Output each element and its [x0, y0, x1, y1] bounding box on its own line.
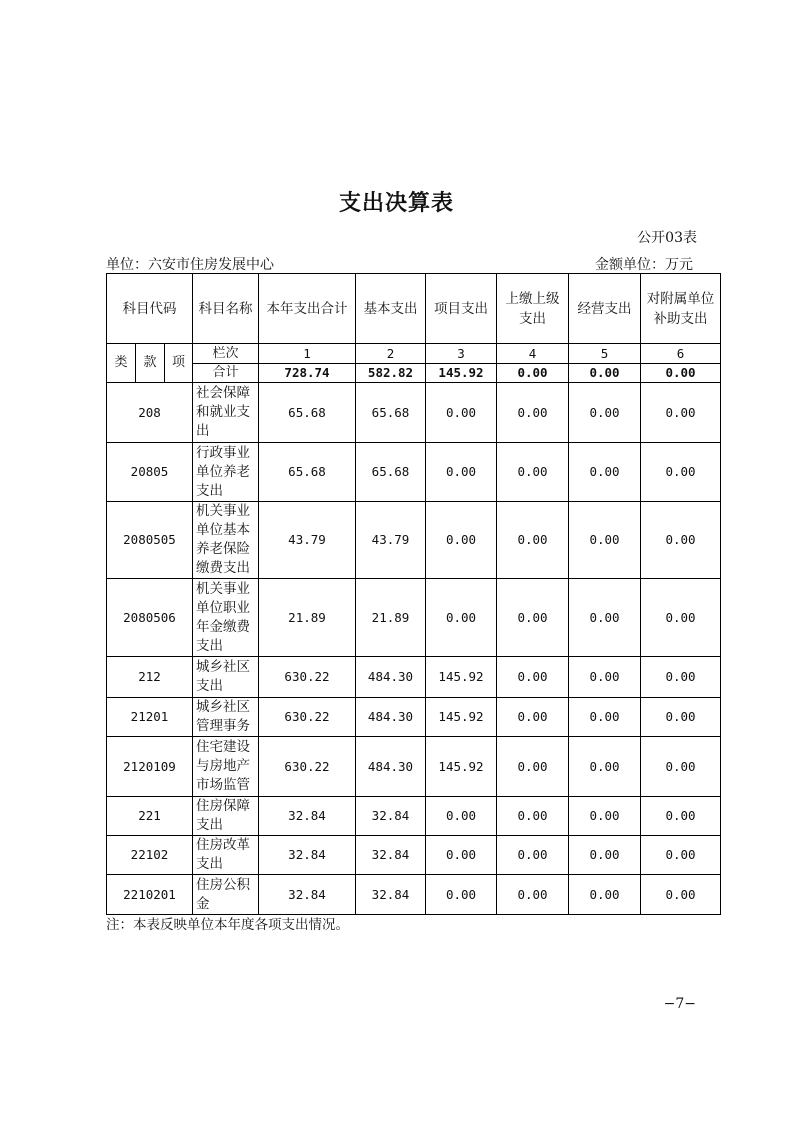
upper-value: 0.00	[497, 875, 569, 915]
table-row	[107, 579, 721, 657]
subsidy-value: 0.00	[641, 797, 721, 836]
upper-value: 0.00	[497, 737, 569, 797]
table-row	[107, 657, 721, 698]
upper-value: 0.00	[497, 443, 569, 502]
subject-name: 行政事业单位养老支出	[193, 443, 259, 502]
header-basic: 基本支出	[356, 274, 426, 344]
subject-code: 2210201	[107, 875, 193, 915]
subject-name: 城乡社区支出	[193, 657, 259, 698]
col-number: 4	[497, 344, 569, 364]
table-row	[107, 502, 721, 579]
subject-code: 2120109	[107, 737, 193, 797]
reporting-unit: 单位：六安市住房发展中心	[106, 257, 274, 273]
subject-code: 212	[107, 657, 193, 698]
business-value: 0.00	[569, 443, 641, 502]
basic-value: 32.84	[356, 875, 426, 915]
project-value: 0.00	[426, 502, 497, 579]
business-value: 0.00	[569, 737, 641, 797]
total-value: 43.79	[259, 502, 356, 579]
basic-value: 484.30	[356, 698, 426, 737]
table-row	[107, 383, 721, 443]
table-row	[107, 875, 721, 915]
header-row	[107, 274, 721, 344]
total-value: 728.74	[259, 364, 356, 383]
subsidy-value: 0.00	[641, 657, 721, 698]
subject-name: 机关事业单位职业年金缴费支出	[193, 579, 259, 657]
total-value: 630.22	[259, 698, 356, 737]
business-value: 0.00	[569, 698, 641, 737]
business-value: 0.00	[569, 836, 641, 875]
project-value: 0.00	[426, 579, 497, 657]
basic-value: 32.84	[356, 797, 426, 836]
subsidy-value: 0.00	[641, 443, 721, 502]
total-label: 合计	[193, 364, 259, 383]
business-value: 0.00	[569, 502, 641, 579]
subject-code: 221	[107, 797, 193, 836]
header-business: 经营支出	[569, 274, 641, 344]
business-value: 0.00	[569, 383, 641, 443]
total-value: 32.84	[259, 836, 356, 875]
basic-value: 43.79	[356, 502, 426, 579]
business-value: 0.00	[569, 657, 641, 698]
total-value: 32.84	[259, 797, 356, 836]
header-project: 项目支出	[426, 274, 497, 344]
col-number: 6	[641, 344, 721, 364]
table-note: 注：本表反映单位本年度各项支出情况。	[106, 917, 349, 933]
subsidy-value: 0.00	[641, 836, 721, 875]
header-lanci: 栏次	[193, 344, 259, 364]
project-value: 0.00	[426, 443, 497, 502]
col-number: 3	[426, 344, 497, 364]
project-value: 0.00	[426, 383, 497, 443]
subject-name: 社会保障和就业支出	[193, 383, 259, 443]
business-value: 0.00	[569, 875, 641, 915]
table-row	[107, 443, 721, 502]
page-title: 支出决算表	[338, 190, 454, 216]
total-value: 65.68	[259, 443, 356, 502]
column-number-row	[107, 344, 721, 364]
project-value: 145.92	[426, 737, 497, 797]
col-number: 5	[569, 344, 641, 364]
total-value: 630.22	[259, 657, 356, 698]
project-value: 0.00	[426, 875, 497, 915]
subject-name: 住房公积金	[193, 875, 259, 915]
upper-value: 0.00	[497, 797, 569, 836]
table-row	[107, 797, 721, 836]
expenditure-table	[106, 273, 721, 915]
table-row	[107, 698, 721, 737]
amount-unit: 金额单位：万元	[595, 257, 693, 273]
subject-code: 21201	[107, 698, 193, 737]
header-xiang: 项	[165, 344, 193, 383]
total-value: 65.68	[259, 383, 356, 443]
subject-code: 22102	[107, 836, 193, 875]
table-row	[107, 737, 721, 797]
upper-value: 0.00	[497, 836, 569, 875]
subsidy-value: 0.00	[641, 383, 721, 443]
total-row	[107, 364, 721, 383]
total-value: 630.22	[259, 737, 356, 797]
project-value: 145.92	[426, 657, 497, 698]
business-value: 0.00	[569, 579, 641, 657]
business-value: 0.00	[569, 797, 641, 836]
subsidy-value: 0.00	[641, 579, 721, 657]
project-value: 0.00	[426, 836, 497, 875]
subsidy-value: 0.00	[641, 502, 721, 579]
basic-value: 484.30	[356, 657, 426, 698]
table-row	[107, 836, 721, 875]
subject-code: 208	[107, 383, 193, 443]
subject-code: 2080505	[107, 502, 193, 579]
basic-value: 65.68	[356, 383, 426, 443]
upper-value: 0.00	[497, 502, 569, 579]
upper-value: 0.00	[497, 364, 569, 383]
basic-value: 65.68	[356, 443, 426, 502]
page-number: −7−	[663, 996, 696, 1012]
upper-value: 0.00	[497, 657, 569, 698]
subsidy-value: 0.00	[641, 875, 721, 915]
subsidy-value: 0.00	[641, 737, 721, 797]
subject-name: 住房改革支出	[193, 836, 259, 875]
total-value: 21.89	[259, 579, 356, 657]
basic-value: 484.30	[356, 737, 426, 797]
project-value: 145.92	[426, 698, 497, 737]
header-kuan: 款	[136, 344, 165, 383]
basic-value: 582.82	[356, 364, 426, 383]
basic-value: 21.89	[356, 579, 426, 657]
subsidy-value: 0.00	[641, 698, 721, 737]
col-number: 1	[259, 344, 356, 364]
upper-value: 0.00	[497, 579, 569, 657]
upper-value: 0.00	[497, 383, 569, 443]
header-subsidy: 对附属单位补助支出	[641, 274, 721, 344]
basic-value: 32.84	[356, 836, 426, 875]
project-value: 145.92	[426, 364, 497, 383]
header-code: 科目代码	[107, 274, 193, 344]
subsidy-value: 0.00	[641, 364, 721, 383]
project-value: 0.00	[426, 797, 497, 836]
form-number: 公开03表	[637, 230, 697, 246]
header-upper: 上缴上级支出	[497, 274, 569, 344]
subject-code: 2080506	[107, 579, 193, 657]
subject-name: 住房保障支出	[193, 797, 259, 836]
subject-name: 机关事业单位基本养老保险缴费支出	[193, 502, 259, 579]
total-value: 32.84	[259, 875, 356, 915]
header-name: 科目名称	[193, 274, 259, 344]
col-number: 2	[356, 344, 426, 364]
subject-name: 城乡社区管理事务	[193, 698, 259, 737]
business-value: 0.00	[569, 364, 641, 383]
upper-value: 0.00	[497, 698, 569, 737]
subject-code: 20805	[107, 443, 193, 502]
header-total: 本年支出合计	[259, 274, 356, 344]
header-lei: 类	[107, 344, 136, 383]
subject-name: 住宅建设与房地产市场监管	[193, 737, 259, 797]
